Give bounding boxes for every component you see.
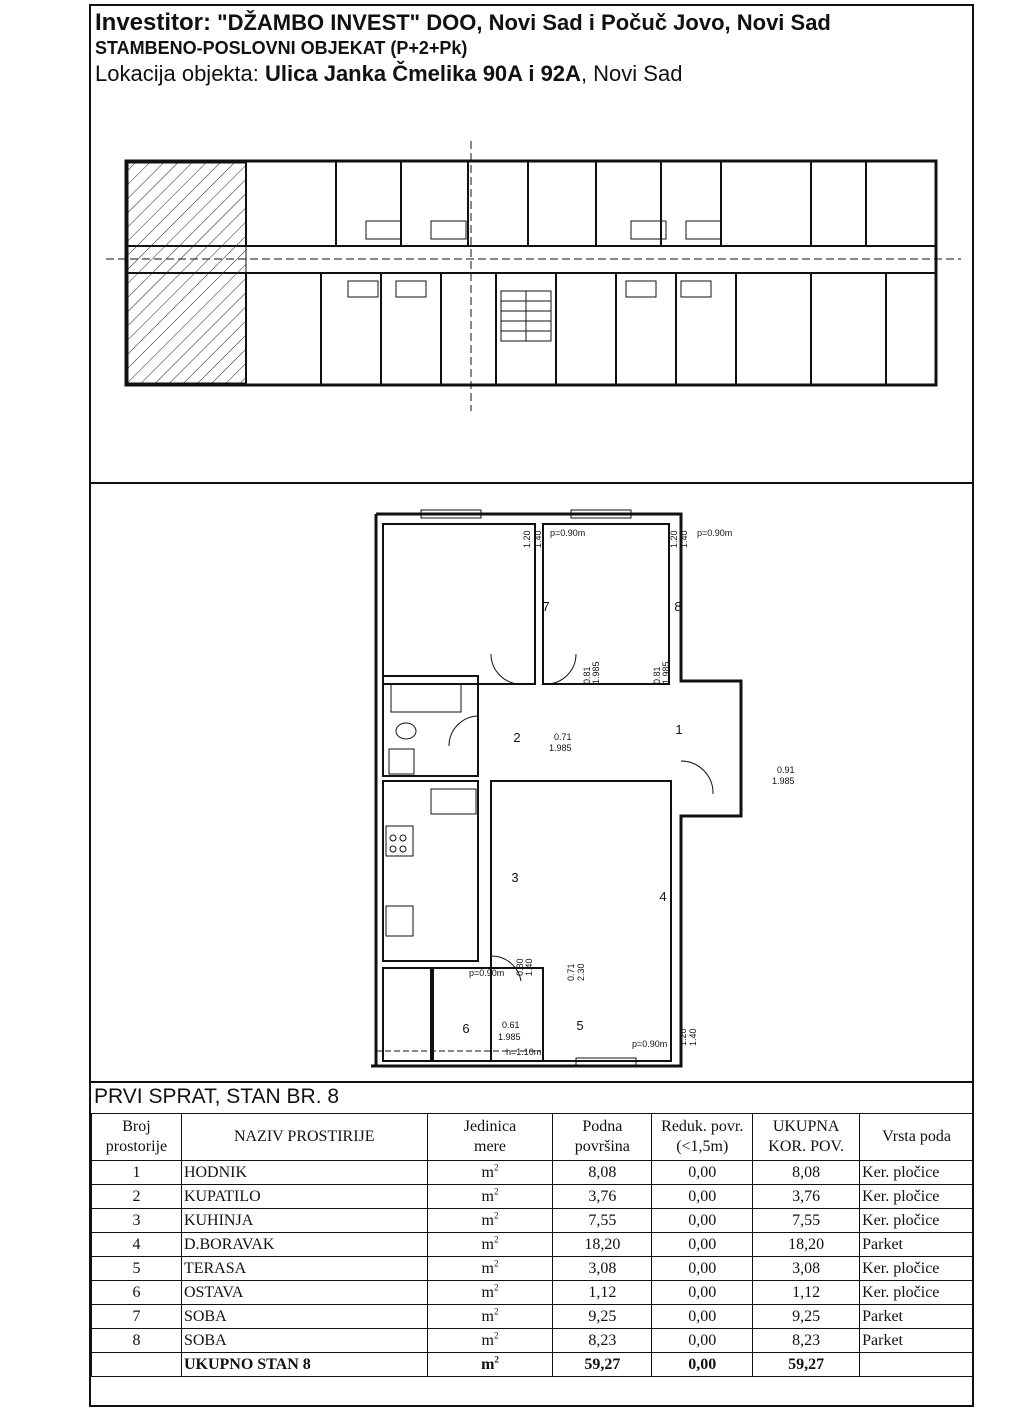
col-number: Broj prostorije [92, 1114, 182, 1161]
investor-line [95, 10, 831, 36]
dim-d7a: 0.81 [582, 666, 592, 684]
divider-top [91, 482, 972, 484]
location-city: , Novi Sad [580, 61, 683, 86]
table-row: 3 KUHINJA $m^2$ 7,55 0,00 7,55 Ker. pločice [92, 1209, 974, 1233]
investor-label: Investitor: [95, 9, 212, 36]
rooms-table [91, 1113, 974, 1377]
dim-dEb: 1.985 [772, 776, 795, 786]
table-row: 1 HODNIK $m^2$ 8,08 0,00 8,08 Ker. pločice [92, 1161, 974, 1185]
col-unit: Jedinica mere [427, 1114, 553, 1161]
dim-o-b: 1.985 [498, 1032, 521, 1042]
room-number-8: 8 [674, 599, 682, 614]
dim-w7p: p=0.90m [550, 528, 586, 538]
room-number-6: 6 [462, 1021, 470, 1036]
dim-w8p: p=0.90m [697, 528, 733, 538]
dim-o-h: h=1.10m [506, 1047, 542, 1057]
room-number-7: 7 [542, 599, 550, 614]
dim-d2a: 0.71 [554, 732, 572, 742]
col-floor-type: Vrsta poda [860, 1114, 974, 1161]
dim-d8a: 0.81 [652, 666, 662, 684]
col-total: UKUPNA KOR. POV. [753, 1114, 860, 1161]
table-row: 6 OSTAVA $m^2$ 1,12 0,00 1,12 Ker. pločice [92, 1281, 974, 1305]
col-reduced: Reduk. povr. (<1,5m) [652, 1114, 753, 1161]
drawing-sheet [89, 4, 974, 1407]
dim-d7b: 1.985 [591, 661, 601, 684]
divider-bottom [91, 1081, 972, 1083]
col-area: Podna površina [553, 1114, 652, 1161]
building-floor-plan [96, 131, 971, 421]
room-number-2: 2 [513, 730, 521, 745]
room-number-5: 5 [576, 1018, 584, 1033]
dim-d8b: 1.985 [661, 661, 671, 684]
location-street: Ulica Janka Čmelika 90A i 92A [265, 61, 581, 86]
room-number-4: 4 [659, 889, 667, 904]
dim-t-a: 0.71 [566, 963, 576, 981]
dim-o-a: 0.61 [502, 1020, 520, 1030]
dim-k-b: 1.40 [524, 958, 534, 976]
apartment-plan [361, 506, 795, 1071]
dim-w7: 1.20 [522, 530, 532, 548]
investor-value: "DŽAMBO INVEST" DOO, Novi Sad i Počuč Jovo, Novi Sad [217, 10, 831, 35]
dim-l-a: 1.20 [678, 1028, 688, 1046]
table-row: 8 SOBA $m^2$ 8,23 0,00 8,23 Parket [92, 1329, 974, 1353]
dim-k-p: p=0.90m [469, 968, 505, 978]
location-line [95, 60, 831, 88]
dim-w7b: 1.40 [533, 530, 543, 548]
room-number-3: 3 [511, 870, 519, 885]
table-row: 7 SOBA $m^2$ 9,25 0,00 9,25 Parket [92, 1305, 974, 1329]
table-row: 4 D.BORAVAK $m^2$ 18,20 0,00 18,20 Parket [92, 1233, 974, 1257]
dim-w8: 1.20 [669, 530, 679, 548]
dim-w8b: 1.40 [679, 530, 689, 548]
table-row: 5 TERASA $m^2$ 3,08 0,00 3,08 Ker. pločice [92, 1257, 974, 1281]
room-number-1: 1 [675, 722, 683, 737]
table-header-row [92, 1114, 974, 1161]
col-name: NAZIV PROSTIRIJE [181, 1114, 427, 1161]
building-type: STAMBENO-POSLOVNI OBJEKAT (P+2+Pk) [95, 38, 468, 58]
title-block [95, 10, 831, 88]
dim-d2b: 1.985 [549, 743, 572, 753]
location-label: Lokacija objekta: [95, 61, 259, 86]
dim-dEa: 0.91 [777, 765, 795, 775]
dim-l-b: 1.40 [688, 1028, 698, 1046]
table-total-row: UKUPNO STAN 8 $m^2$ 59,27 0,00 59,27 [92, 1353, 974, 1377]
dim-k-a: 0.80 [515, 958, 525, 976]
dim-l-p: p=0.90m [632, 1039, 668, 1049]
floor-title: PRVI SPRAT, STAN BR. 8 [94, 1085, 340, 1108]
table-row: 2 KUPATILO $m^2$ 3,76 0,00 3,76 Ker. pločice [92, 1185, 974, 1209]
dim-t-b: 2.30 [576, 963, 586, 981]
